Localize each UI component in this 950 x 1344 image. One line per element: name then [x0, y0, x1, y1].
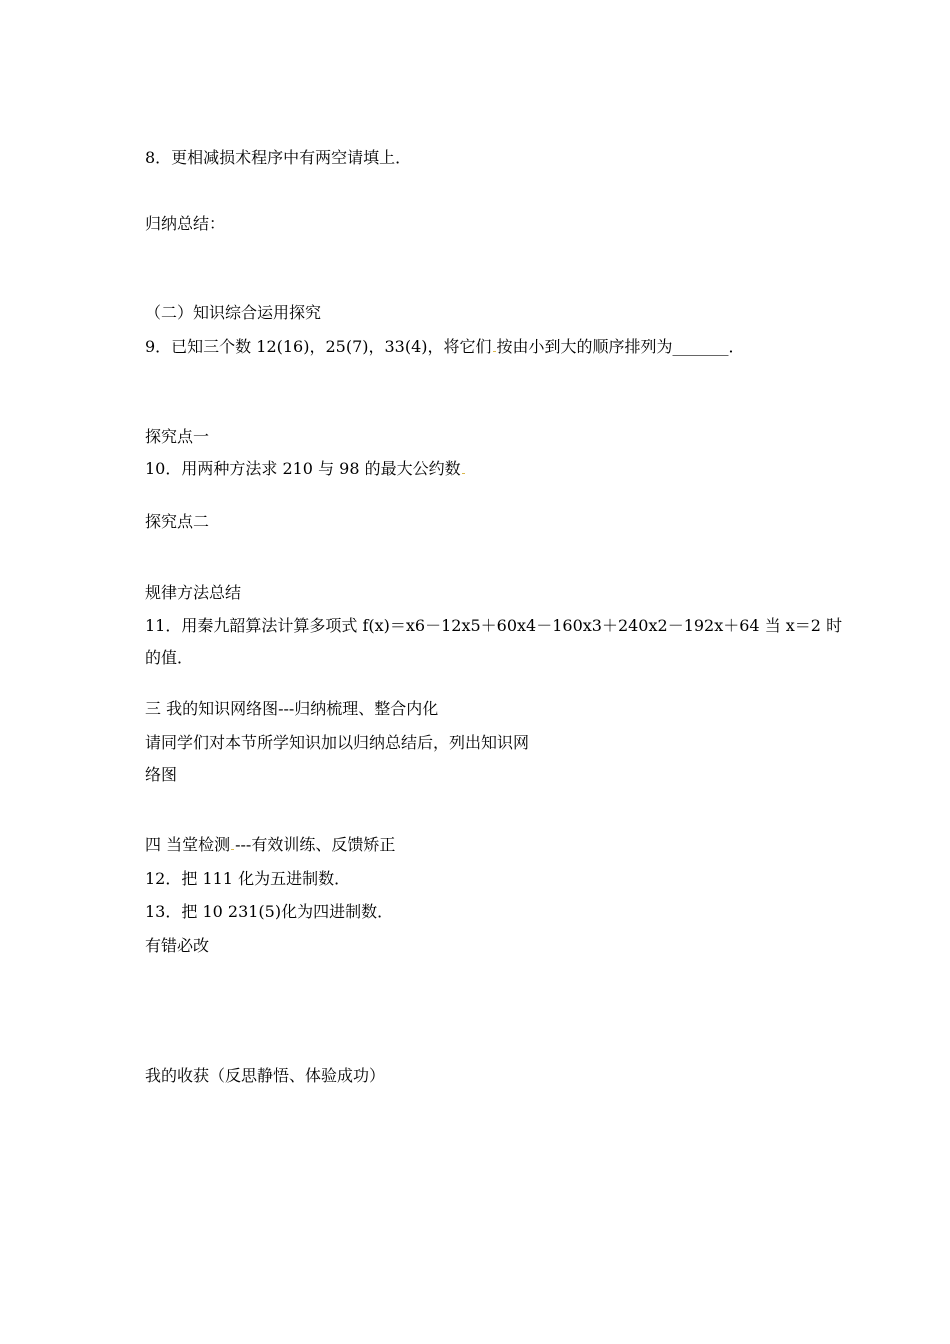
question-11-line-2: 的值．	[145, 648, 194, 667]
correct-mistakes-label: 有错必改	[145, 936, 210, 955]
question-10	[145, 459, 466, 479]
instruction-line-1: 请同学们对本节所学知识加以归纳总结后，列出知识网	[145, 733, 530, 752]
question-8: 8．更相减损术程序中有两空请填上．	[145, 148, 412, 167]
section-four-heading	[145, 835, 395, 855]
section-two-heading: （二）知识综合运用探究	[145, 303, 322, 322]
section-three-heading: 三 我的知识网络图---归纳梳理、整合内化	[145, 699, 439, 718]
edit-mark-icon	[231, 843, 234, 850]
question-9-text-start: 9．已知三个数 12(16)，25(7)，33(4)，将它们	[145, 337, 492, 356]
method-summary-label: 规律方法总结	[145, 583, 242, 602]
question-9	[145, 337, 745, 357]
section-four-text-end: ---有效训练、反馈矫正	[235, 835, 396, 854]
my-gains-label: 我的收获（反思静悟、体验成功）	[145, 1066, 386, 1085]
summary-label: 归纳总结：	[145, 214, 226, 233]
section-four-text-start: 四 当堂检测	[145, 835, 231, 854]
question-12: 12．把 111 化为五进制数．	[145, 869, 351, 888]
question-9-text-end: 按由小到大的顺序排列为_______．	[496, 337, 745, 356]
explore-point-2: 探究点二	[145, 512, 210, 531]
question-10-text: 10．用两种方法求 210 与 98 的最大公约数	[145, 459, 461, 478]
instruction-line-2: 络图	[145, 765, 178, 784]
edit-mark-icon	[493, 345, 496, 352]
edit-mark-icon	[462, 467, 465, 474]
question-11-line-1: 11．用秦九韶算法计算多项式 f(x)＝x6－12x5＋60x4－160x3＋240x2－192x＋64 当 x＝2 时	[145, 616, 843, 635]
explore-point-1: 探究点一	[145, 427, 210, 446]
question-13: 13．把 10 231(5)化为四进制数．	[145, 902, 394, 921]
